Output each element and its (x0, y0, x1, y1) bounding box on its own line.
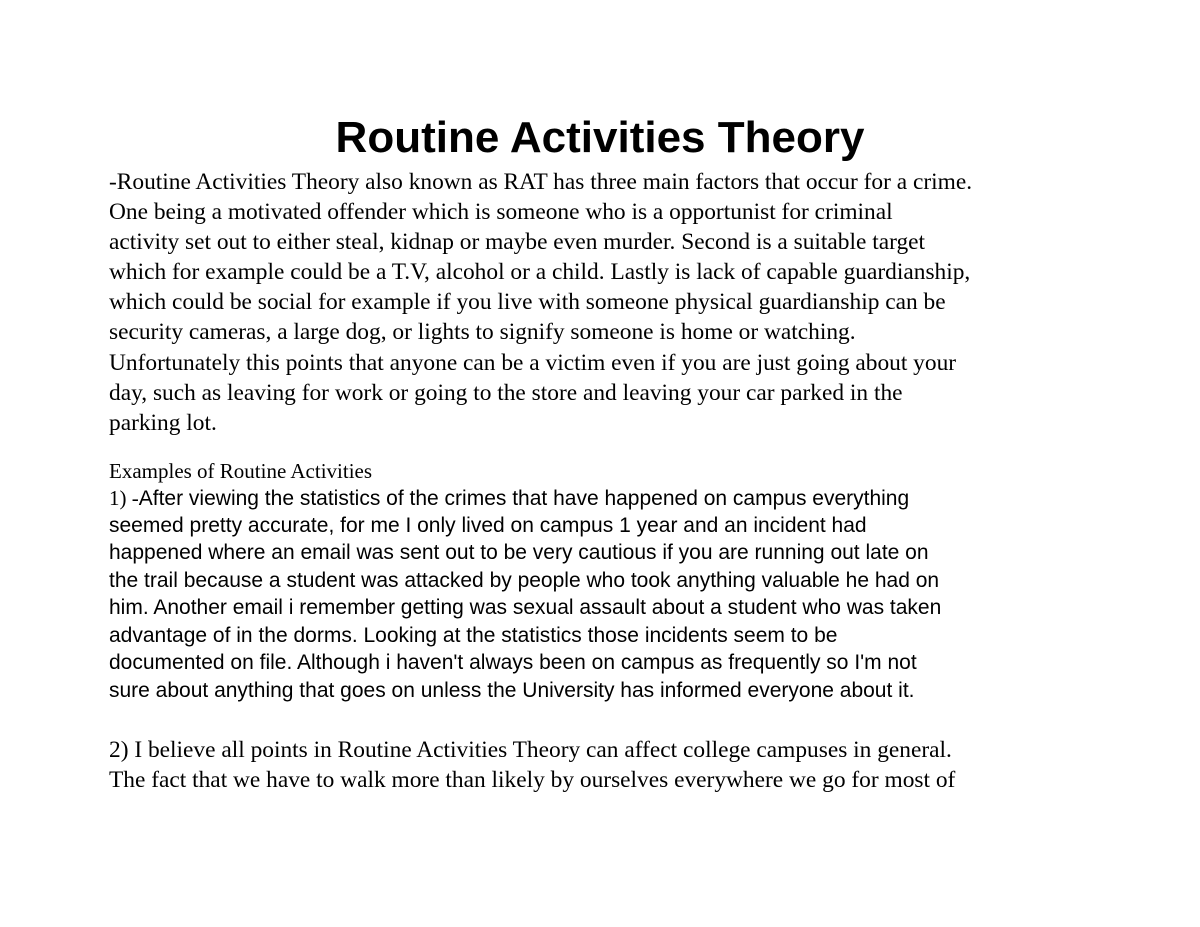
example-2-line-1: 2) I believe all points in Routine Activities Theory can affect college campuses in general. (109, 737, 952, 763)
intro-line-3: activity set out to either steal, kidnap or maybe even murder. Second is a suitable target (109, 229, 926, 255)
example-1-line-6: advantage of in the dorms. Looking at the statistics those incidents seem to be (109, 624, 838, 647)
intro-line-2: One being a motivated offender which is someone who is a opportunist for criminal (109, 199, 893, 225)
intro-line-6: security cameras, a large dog, or lights to signify someone is home or watching. (109, 319, 856, 345)
example-1-line-1 (109, 485, 909, 512)
example-1-text-1: After viewing the statistics of the crimes that have happened on campus everything (138, 487, 910, 510)
examples-heading: Examples of Routine Activities (109, 459, 373, 483)
example-2-line-2: The fact that we have to walk more than likely by ourselves everywhere we go for most of (109, 767, 956, 793)
example-1-prefix: 1) - (109, 486, 139, 510)
example-1-line-4: the trail because a student was attacked by people who took anything valuable he had on (109, 569, 940, 592)
intro-line-4: which for example could be a T.V, alcohol or a child. Lastly is lack of capable guardianship, (109, 259, 971, 285)
intro-line-9: parking lot. (109, 410, 217, 436)
example-1-line-3: happened where an email was sent out to be very cautious if you are running out late on (109, 541, 929, 564)
intro-line-1: -Routine Activities Theory also known as RAT has three main factors that occur for a crime. (109, 169, 973, 195)
document-title: Routine Activities Theory (335, 113, 865, 162)
intro-line-8: day, such as leaving for work or going to the store and leaving your car parked in the (109, 380, 903, 406)
example-1-line-8: sure about anything that goes on unless the University has informed everyone about it. (109, 679, 915, 702)
example-1-line-5: him. Another email i remember getting was sexual assault about a student who was taken (109, 596, 942, 619)
example-1-line-7: documented on file. Although i haven't always been on campus as frequently so I'm not (109, 651, 917, 674)
example-1-line-2: seemed pretty accurate, for me I only lived on campus 1 year and an incident had (109, 514, 867, 537)
intro-line-5: which could be social for example if you live with someone physical guardianship can be (109, 289, 946, 315)
intro-line-7: Unfortunately this points that anyone can be a victim even if you are just going about your (109, 350, 957, 376)
